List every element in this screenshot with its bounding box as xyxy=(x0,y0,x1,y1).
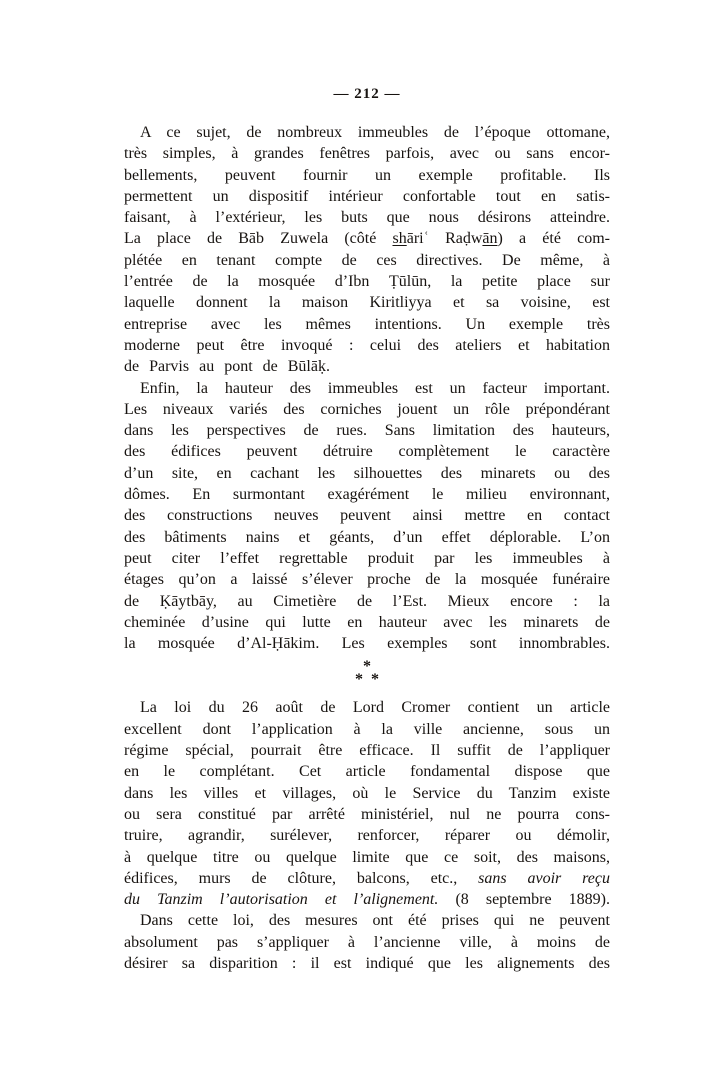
text-run: des bâtiments nains et géants, d’un effet déplorable. L’on xyxy=(124,528,610,546)
text-line xyxy=(124,527,610,548)
text-line xyxy=(124,505,610,526)
text-run: moderne peut être invoqué : celui des ateliers et habitation xyxy=(124,336,610,354)
text-line xyxy=(124,569,610,590)
text-run: Les niveaux variés des corniches jouent un rôle prépondérant xyxy=(124,400,610,418)
text-run: de Ḳāytbāy, au Cimetière de l’Est. Mieux encore : la xyxy=(124,592,610,610)
text-run: plétée en tenant compte de ces directives. De même, à xyxy=(124,251,610,269)
text-line xyxy=(124,165,610,186)
text-run: dans les perspectives de rues. Sans limitation des hauteurs, xyxy=(124,422,610,440)
asterism-top-star: * xyxy=(363,658,371,676)
text-run: édifices, murs de clôture, balcons, etc., xyxy=(124,869,479,887)
underlined-text-run: sh xyxy=(392,230,407,248)
text-run: dans les villes et villages, où le Service du Tanzim existe xyxy=(124,784,610,802)
paragraph xyxy=(124,378,610,655)
text-line xyxy=(124,399,610,420)
paragraph xyxy=(124,910,610,974)
text-run: l’entrée de la mosquée d’Ibn Ṭūlūn, la petite place sur xyxy=(124,273,610,291)
text-run: cheminée d’usine qui lutte en hauteur avec les minarets de xyxy=(124,613,610,631)
text-run: faisant, à l’extérieur, les buts que nous désirons atteindre. xyxy=(124,209,610,227)
text-run: la mosquée d’Al-Ḥākim. Les exemples sont innombrables. xyxy=(124,635,610,653)
text-line xyxy=(124,889,610,910)
text-line xyxy=(124,591,610,612)
text-line xyxy=(124,122,610,143)
paragraph xyxy=(124,697,610,910)
text-line xyxy=(124,612,610,633)
text-line xyxy=(124,697,610,718)
text-line xyxy=(124,484,610,505)
italic-text-run: sans avoir reçu xyxy=(478,869,611,887)
text-run: permettent un dispositif intérieur confortable tout en satis- xyxy=(124,187,610,205)
text-line xyxy=(124,719,610,740)
text-line xyxy=(124,825,610,846)
text-line xyxy=(124,420,610,441)
text-line xyxy=(124,761,610,782)
text-run: absolument pas s’appliquer à l’ancienne ville, à moins de xyxy=(124,933,610,951)
text-run: entreprise avec les mêmes intentions. Un exemple très xyxy=(124,315,610,333)
text-line xyxy=(124,868,610,889)
text-run: d’un site, en cachant les silhouettes des minarets ou des xyxy=(124,464,610,482)
text-line xyxy=(124,143,610,164)
paragraph xyxy=(124,122,610,378)
text-run: bellements, peuvent fournir un exemple profitable. Ils xyxy=(124,166,610,184)
text-line xyxy=(124,186,610,207)
text-run: très simples, à grandes fenêtres parfois, avec ou sans encor- xyxy=(124,145,610,163)
text-run: A ce sujet, de nombreux immeubles de l’époque ottomane, xyxy=(140,124,610,141)
text-line xyxy=(124,932,610,953)
text-run: désirer sa disparition : il est indiqué que les alignements des xyxy=(124,954,610,972)
text-line xyxy=(124,314,610,335)
text-run: régime spécial, pourrait être efficace. Il suffit de l’appliquer xyxy=(124,742,610,760)
text-line xyxy=(124,953,610,974)
text-line xyxy=(124,633,610,654)
text-line xyxy=(124,783,610,804)
text-run: La place de Bāb Zuwela (côté xyxy=(124,230,393,248)
text-run: āriʿ Raḍw xyxy=(406,230,483,248)
text-line xyxy=(124,228,610,249)
text-run: (8 septembre 1889). xyxy=(438,891,611,909)
text-line xyxy=(124,463,610,484)
text-run: de Parvis au pont de Būlāḳ. xyxy=(124,358,330,376)
text-line xyxy=(124,356,610,377)
text-run: des constructions neuves peuvent ainsi mettre en contact xyxy=(124,507,610,525)
text-run: étages qu’on a laissé s’élever proche de la mosquée funéraire xyxy=(124,571,610,589)
text-line xyxy=(124,548,610,569)
text-run: excellent dont l’application à la ville ancienne, sous un xyxy=(124,720,610,738)
text-run: dômes. En surmontant exagérément le milieu environnant, xyxy=(124,486,610,504)
text-line xyxy=(124,847,610,868)
italic-text-run: du Tanzim l’autorisation et l’alignement. xyxy=(124,891,439,909)
text-line xyxy=(124,378,610,399)
text-line xyxy=(124,335,610,356)
text-line xyxy=(124,740,610,761)
text-run: ou sera constitué par arrêté ministériel, nul ne pourra cons- xyxy=(124,805,610,823)
text-run: ) a été com- xyxy=(497,230,610,248)
text-line xyxy=(124,441,610,462)
page-number: — 212 — xyxy=(333,86,401,102)
asterism-bottom-stars: * * xyxy=(355,671,379,689)
text-line xyxy=(124,250,610,271)
text-run: peut citer l’effet regrettable produit par les immeubles à xyxy=(124,549,610,567)
text-block xyxy=(124,122,610,974)
text-line xyxy=(124,292,610,313)
text-run: Dans cette loi, des mesures ont été prises qui ne peuvent xyxy=(140,912,610,930)
text-run: laquelle donnent la maison Kiritliyya et sa voisine, est xyxy=(124,294,610,312)
text-line xyxy=(124,804,610,825)
text-line xyxy=(124,207,610,228)
underlined-text-run: ān xyxy=(482,230,498,248)
text-run: à quelque titre ou quelque limite que ce soit, des maisons, xyxy=(124,848,610,866)
text-line xyxy=(124,910,610,931)
asterism-separator xyxy=(124,654,610,697)
text-run: La loi du 26 août de Lord Cromer contient un article xyxy=(140,699,610,717)
text-line xyxy=(124,271,610,292)
text-run: truire, agrandir, surélever, renforcer, réparer ou démolir, xyxy=(124,827,610,845)
text-run: des édifices peuvent détruire complètement le caractère xyxy=(124,443,610,461)
text-run: en le complétant. Cet article fondamental dispose que xyxy=(124,763,610,781)
text-run: Enfin, la hauteur des immeubles est un facteur important. xyxy=(140,379,610,397)
